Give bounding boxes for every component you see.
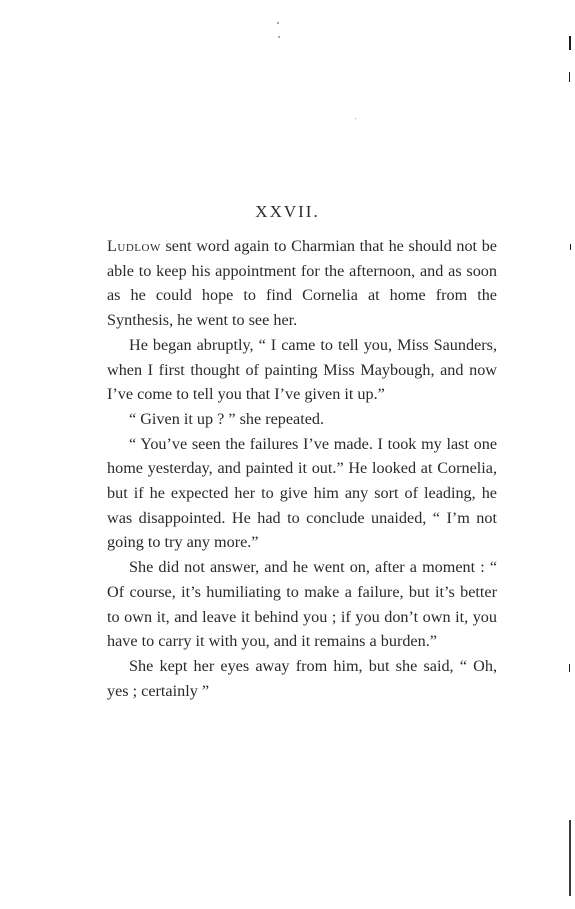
paragraph (107, 654, 497, 703)
scan-edge-mark (570, 244, 571, 250)
paragraph (107, 333, 497, 407)
paragraph (107, 234, 497, 333)
drop-word: Ludlow (107, 237, 161, 255)
paragraph-text: She did not answer, and he went on, after a moment : “ Of course, it’s humiliating to make a failure, but it’s better to own it, and leave it behind you ; if you don’t own it, you have to carry it with you, and it remains a burden.” (107, 558, 497, 651)
paragraph-text: He began abruptly, “ I came to tell you, Miss Saunders, when I first thought of painting Miss Maybough, and now I’ve come to tell you that I’ve given it up.” (107, 335, 497, 404)
paragraph-text: “ Given it up ? ” she repeated. (129, 409, 325, 428)
page-speck (277, 22, 279, 24)
paragraph-text: “ You’ve seen the failures I’ve made. I took my last one home yesterday, and painted it out.” He looked at Cornelia, but if he expected her to give him any sort of leading, he was disappointed. He had to conclude unaided, “ I’m not going to try any more.” (107, 434, 497, 552)
paragraph (107, 432, 497, 556)
chapter-heading: XXVII. (255, 202, 320, 221)
chapter-text (107, 234, 497, 703)
paragraph-text: She kept her eyes away from him, but she said, “ Oh, yes ; certainly ” (107, 656, 497, 700)
paragraph (107, 407, 497, 432)
scan-edge-mark (569, 72, 570, 82)
page-speck (355, 118, 356, 119)
paragraph-text: sent word again to Charmian that he should not be able to keep his appointment for the afternoon, and as soon as he could hope to find Cornelia at home from the Synthesis, he went to see her. (107, 237, 497, 330)
page-speck (278, 36, 280, 38)
paragraph (107, 555, 497, 654)
scan-edge-mark (569, 36, 571, 50)
scan-edge-mark (569, 664, 570, 672)
scan-edge-mark (569, 820, 571, 896)
